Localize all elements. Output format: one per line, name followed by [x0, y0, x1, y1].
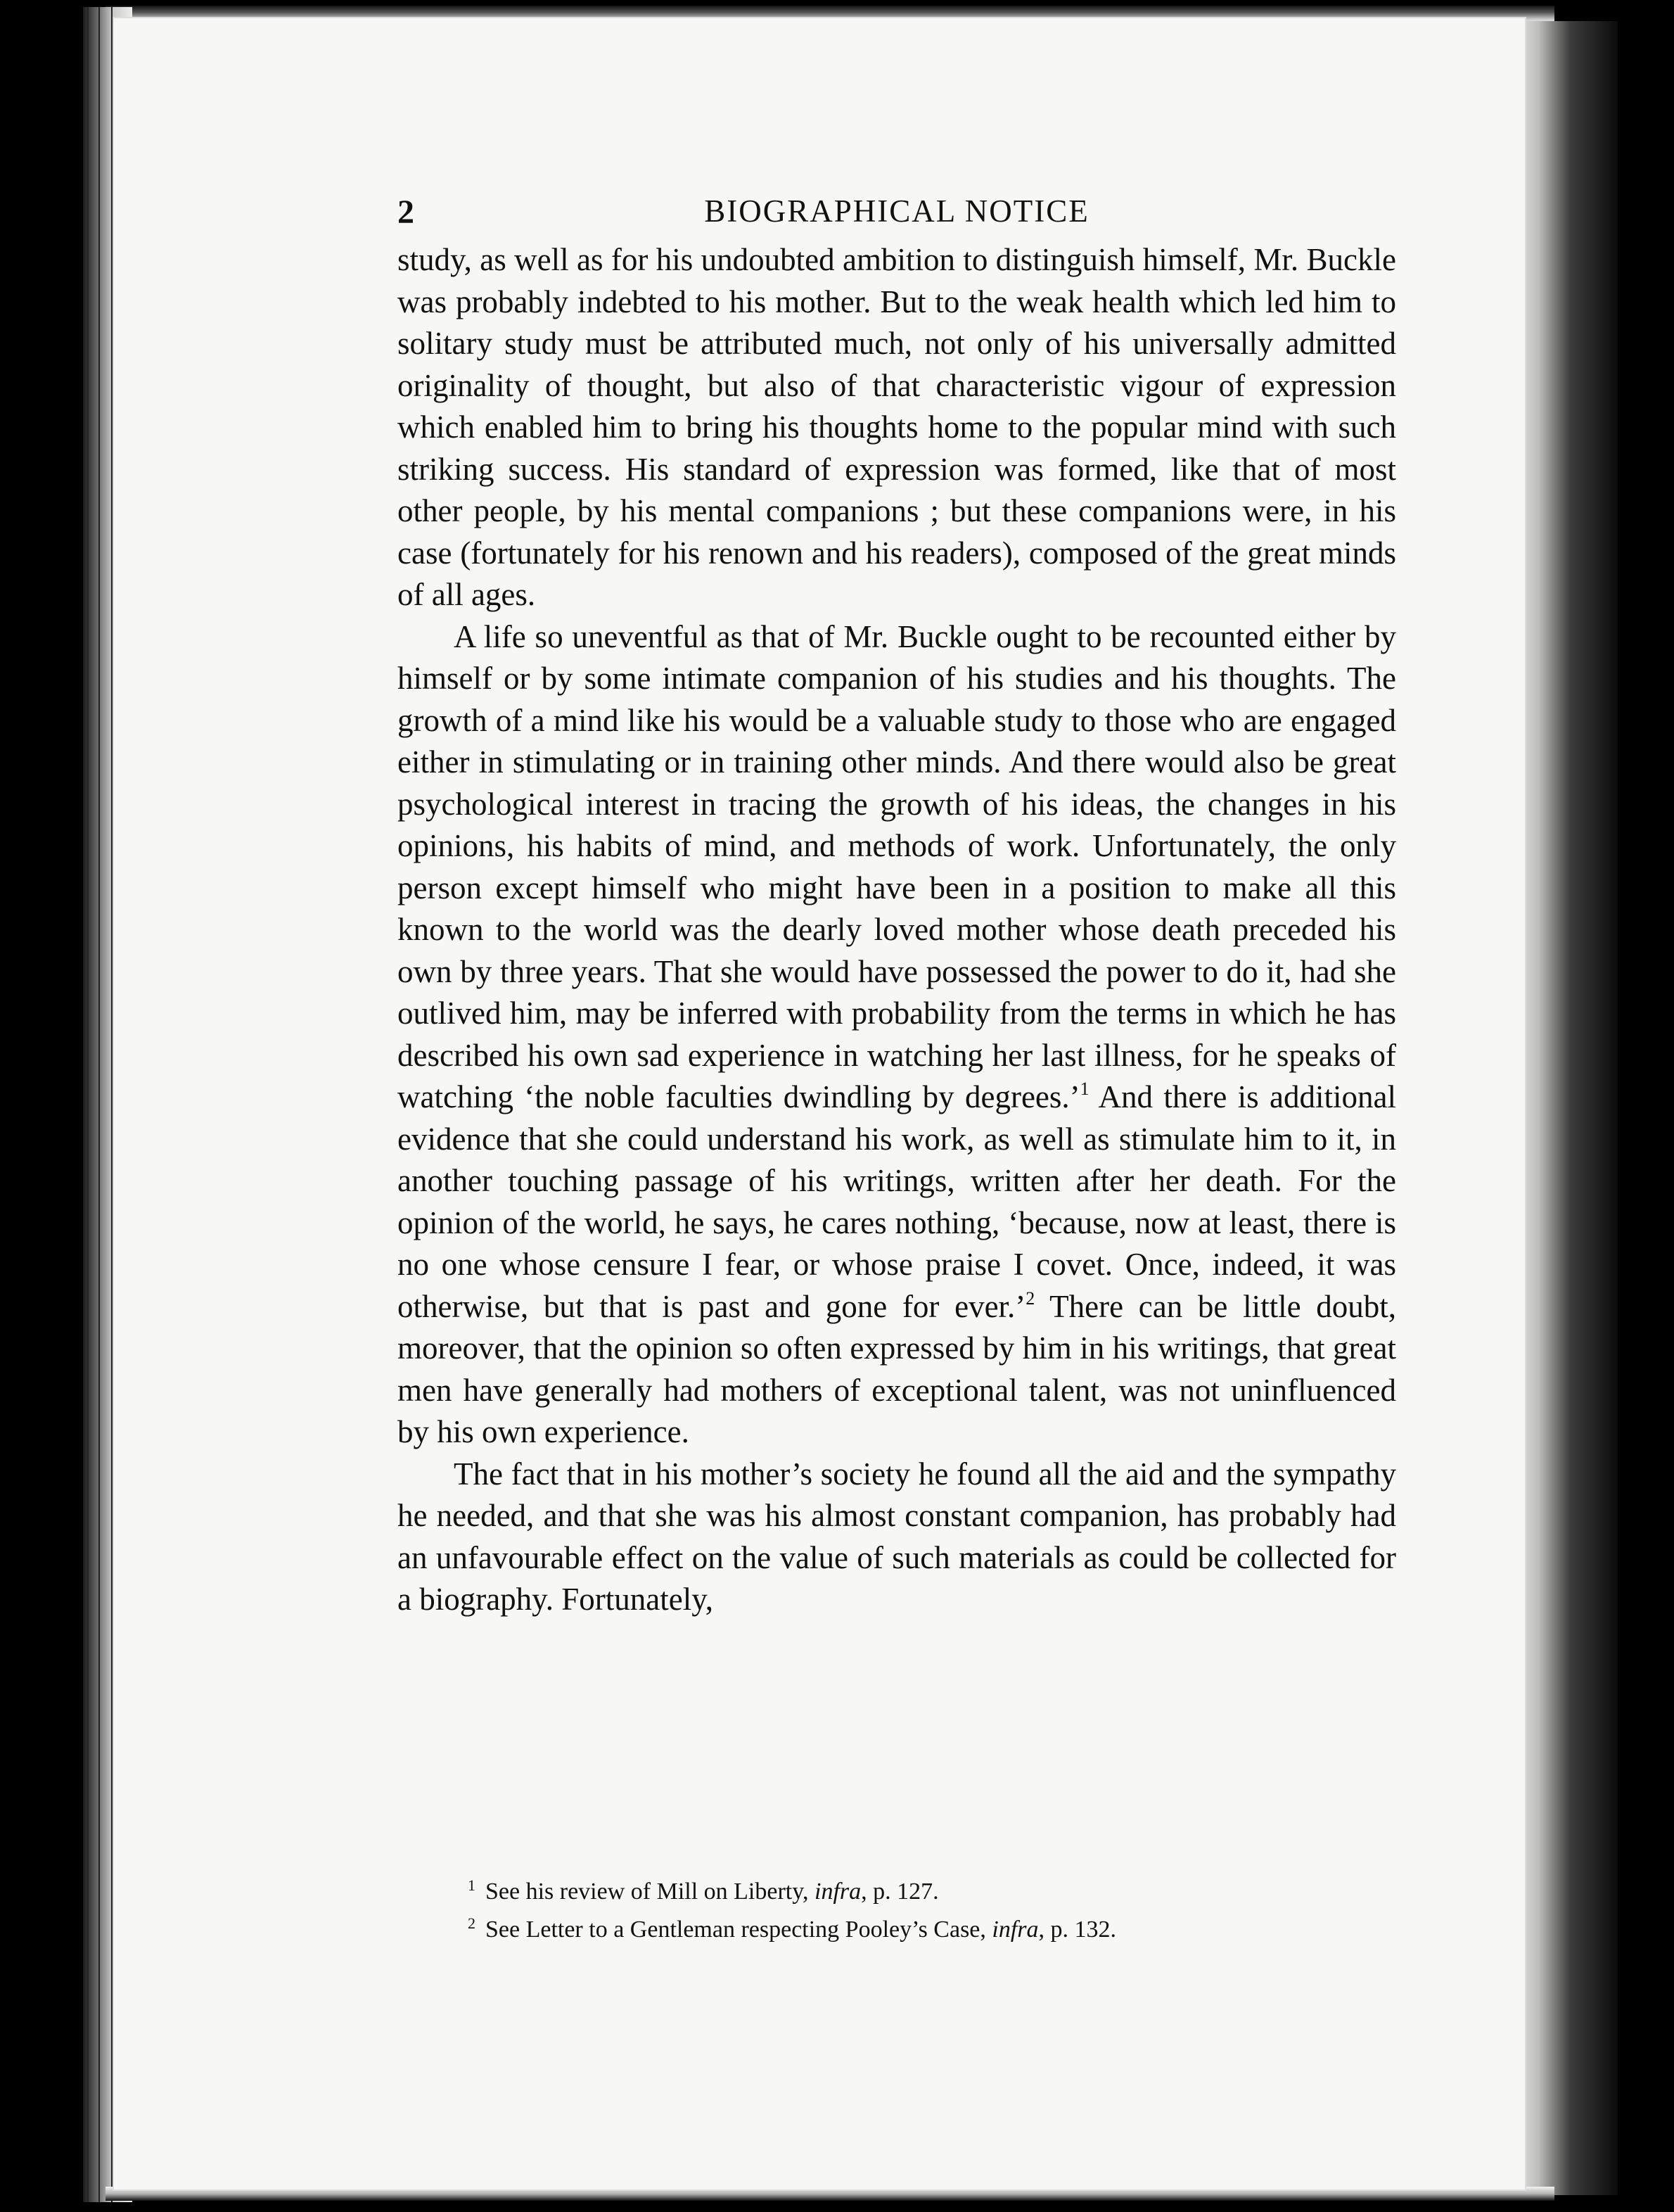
spine-rule	[87, 7, 89, 2202]
paragraph-text: There can be little doubt, moreover, that the opinion so often expressed by him in his writings, that great men have generally had mothers of exceptional talent, was not uninfluenced by his own experience.	[397, 1288, 1397, 1449]
paragraph-text: The fact that in his mother’s society he found all the aid and the sympathy he needed, and that she was his almost constant companion, has probably had an unfavourable effect on the value of such materials as could be collected for a biography. Fortunately,	[397, 1456, 1396, 1617]
paragraph-text: And there is additional evidence that she could understand his work, as well as stimulate him to it, in another touching passage of his writings, written after her death. For the opinion of the world, he says, he cares nothing, ‘because, now at least, there is no one whose censure I fear, or whose praise I covet. Once, indeed, it was otherwise, but that is past and gone for ever.’	[397, 1079, 1397, 1324]
body-paragraph	[397, 616, 1396, 1454]
running-head-title: BIOGRAPHICAL NOTICE	[704, 193, 1090, 229]
footnote-text: See Letter to a Gentleman respecting Pooley’s Case,	[485, 1917, 992, 1943]
page-text-block	[397, 190, 1396, 1621]
footnote-mark: 1	[468, 1876, 475, 1894]
paragraph-text: study, as well as for his undoubted ambition to distinguish himself, Mr. Buckle was probably indebted to his mother. But to the weak health which led him to solitary study must be attributed much, not only of his universally admitted originality of thought, but also of that characteristic vigour of expression which enabled him to bring his thoughts home to the popular mind with such striking success. His standard of expression was formed, like that of most other people, by his mental companions ; but these companions were, in his case (fortunately for his renown and his readers), composed of the great minds of all ages.	[397, 242, 1396, 612]
paragraph-text: A life so uneventful as that of Mr. Buckle ought to be recounted either by himself or by some intimate companion of his studies and his thoughts. The growth of a mind like his would be a valuable study to those who are engaged either in stimulating or in training other minds. And there would also be great psychological interest in tracing the growth of his ideas, the changes in his opinions, his habits of mind, and methods of work. Unfortunately, the only person except himself who might have been in a position to make all this known to the world was the dearly loved mother whose death preceded his own by three years. That she would have possessed the power to do it, had she outlived him, may be inferred with probability from the terms in which he has described his own sad experience in watching her last illness, for he speaks of watching ‘the noble faculties dwindling by degrees.’	[397, 618, 1396, 1114]
footnote-reference[interactable]: 1	[1080, 1079, 1090, 1099]
footnote-text: See his review of Mill on Liberty,	[485, 1879, 815, 1905]
page-number: 2	[397, 193, 416, 231]
footnote-italic: infra	[814, 1879, 862, 1905]
footnotes	[468, 1873, 1354, 1949]
footnote	[468, 1873, 1354, 1911]
footnote-italic: infra	[992, 1917, 1039, 1943]
footnote-text: , p. 132.	[1038, 1917, 1117, 1943]
footnote-text: , p. 127.	[861, 1879, 939, 1905]
running-head	[397, 190, 1396, 239]
page-right-shadow	[1512, 21, 1618, 2195]
spine-rule	[98, 7, 100, 2202]
body-paragraph	[397, 239, 1396, 616]
body-paragraph	[397, 1454, 1396, 1621]
footnote-mark: 2	[468, 1914, 475, 1932]
footnote-reference[interactable]: 2	[1026, 1288, 1035, 1309]
footnote	[468, 1911, 1354, 1949]
